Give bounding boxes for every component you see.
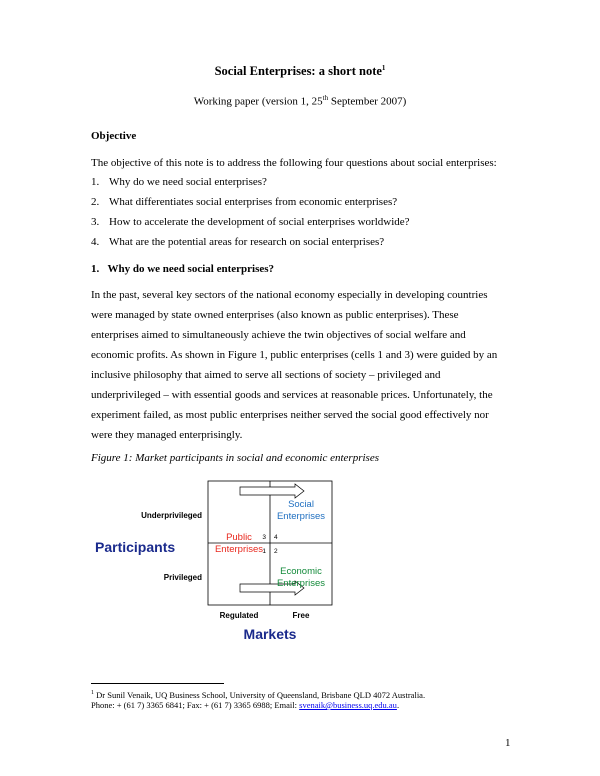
question-item: 4. What are the potential areas for research on social enterprises?	[91, 236, 385, 248]
footnote-divider	[91, 683, 224, 684]
title-footnote-mark: 1	[381, 64, 386, 72]
x-axis-title: Markets	[243, 626, 297, 642]
body-line: underprivileged – with essential goods and services at reasonable prices. Unfortunately, the	[91, 389, 493, 401]
question-item: 3. How to accelerate the development of social enterprises worldwide?	[91, 216, 410, 228]
question-item: 1. Why do we need social enterprises?	[91, 176, 267, 188]
body-line: were managed by state owned enterprises (also known as public enterprises). These	[91, 309, 459, 321]
figure-1-diagram	[90, 478, 435, 646]
y-top-label: Underprivileged	[141, 511, 202, 520]
cell-number-4: 4	[274, 534, 278, 541]
objective-heading: Objective	[91, 130, 137, 142]
economic-enterprises-line2: Enterprises	[276, 578, 326, 589]
section-1-body	[91, 285, 516, 445]
cell-number-3: 3	[262, 534, 266, 541]
public-enterprises-line1: Public	[226, 532, 252, 543]
section-1-heading: 1. Why do we need social enterprises?	[91, 263, 275, 275]
x-left-label: Regulated	[219, 611, 259, 620]
public-enterprises-line2: Enterprises	[214, 544, 264, 555]
y-axis-title: Participants	[95, 539, 176, 555]
body-line: In the past, several key sectors of the national economy especially in developing countries	[91, 289, 488, 301]
cell-number-1: 1	[262, 548, 266, 555]
body-line: inclusive philosophy that aimed to serve all sections of society – privileged and	[91, 369, 441, 381]
cell-number-2: 2	[274, 548, 278, 555]
social-enterprises-line2: Enterprises	[276, 511, 326, 522]
footnote-line-2: Phone: + (61 7) 3365 6841; Fax: + (61 7) 3365 6988; Email: svenaik@business.uq.edu.au.	[91, 700, 400, 710]
body-line: were they managed enterprisingly.	[91, 429, 243, 441]
body-line: experiment failed, as most public enterprises neither served the social good effectively nor	[91, 409, 489, 421]
body-line: enterprises aimed to simultaneously achieve the twin objectives of social welfare and	[91, 329, 466, 341]
figure-caption: Figure 1: Market participants in social and economic enterprises	[91, 452, 379, 464]
email-link[interactable]: svenaik@business.uq.edu.au	[299, 700, 397, 710]
question-item: 2. What differentiates social enterprises from economic enterprises?	[91, 196, 398, 208]
social-enterprises-line1: Social	[288, 499, 314, 510]
page-number: 1	[505, 737, 511, 749]
x-right-label: Free	[292, 611, 310, 620]
body-line: economic profits. As shown in Figure 1, public enterprises (cells 1 and 3) were guided by an	[91, 349, 498, 361]
economic-enterprises-line1: Economic	[280, 566, 322, 577]
arrow-right-top-icon	[240, 484, 304, 498]
page-title: Social Enterprises: a short note$^1$	[214, 64, 386, 79]
footnote-line-1: $^1$ Dr Sunil Venaik, UQ Business School, University of Queensland, Brisbane QLD 4072 Australia.	[91, 689, 426, 700]
objective-intro: The objective of this note is to address the following four questions about social enterprises:	[91, 157, 497, 169]
working-paper-subtitle: Working paper (version 1, 25th September 2007)	[193, 94, 407, 108]
y-bottom-label: Privileged	[163, 573, 202, 582]
